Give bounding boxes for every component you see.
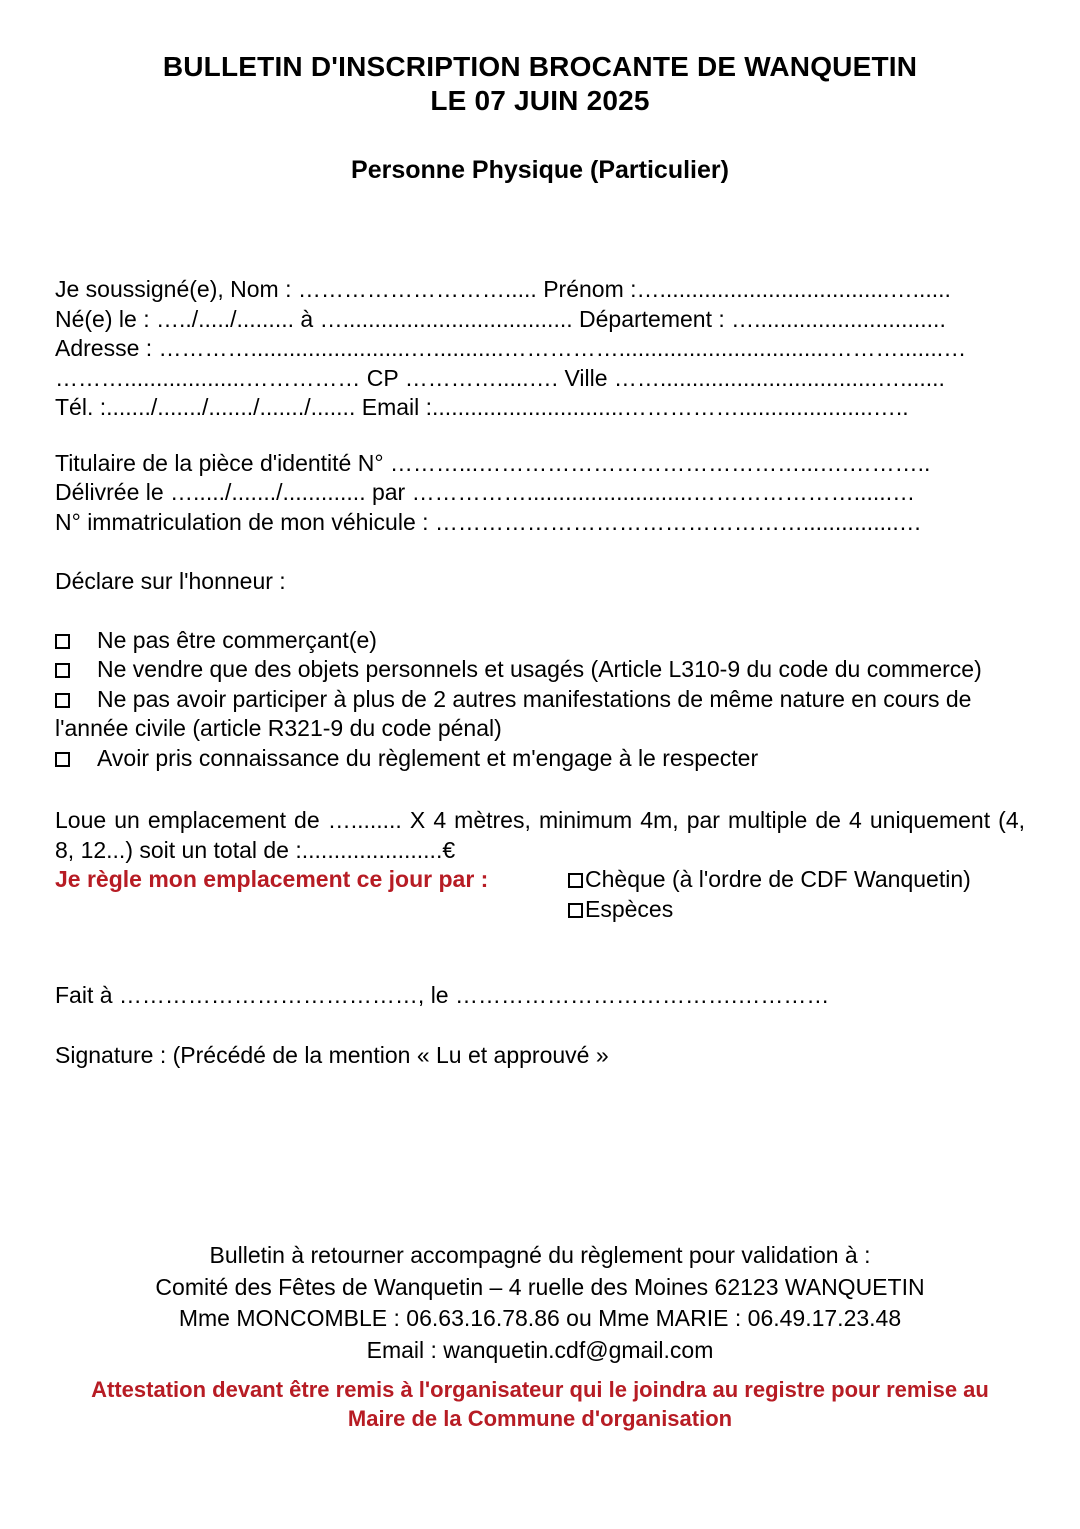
payment-section <box>55 865 1025 924</box>
declaration-item-label: Ne pas être commerçant(e) <box>97 626 377 653</box>
identity-section <box>55 275 1025 423</box>
declaration-item <box>55 626 1025 656</box>
declaration-intro: Déclare sur l'honneur : <box>55 568 286 594</box>
checkbox-not-merchant[interactable] <box>55 634 70 649</box>
footer-return-line: Bulletin à retourner accompagné du règlement pour validation à : <box>209 1242 871 1268</box>
checkbox-personal-items-only[interactable] <box>55 663 70 678</box>
title-line-2: LE 07 JUIN 2025 <box>430 85 650 116</box>
footer-email-line: Email : wanquetin.cdf@gmail.com <box>366 1336 714 1363</box>
declaration-item-label: Ne vendre que des objets personnels et usagés (Article L310-9 du code du commerce) <box>97 656 982 682</box>
document-title <box>55 50 1025 118</box>
attestation-notice: Attestation devant être remis à l'organisateur qui le joindra au registre pour remise au Maire de la Commune d'organisation <box>91 1377 989 1431</box>
footer-contacts-line: Mme MONCOMBLE : 06.63.16.78.86 ou Mme MARIE : 06.49.17.23.48 <box>178 1305 902 1331</box>
payment-label: Je règle mon emplacement ce jour par : <box>55 866 489 892</box>
id-number-line: Titulaire de la pièce d'identité N° ………...……………………………………...….……….. <box>55 449 931 476</box>
document-subtitle: Personne Physique (Particulier) <box>351 156 729 184</box>
cp-ville-line: ………...................…………… CP ………….....…. Ville ……..................................…....... <box>55 364 945 391</box>
payment-option-cheque <box>568 865 1025 895</box>
declaration-checklist <box>55 626 1025 774</box>
footer-committee-line: Comité des Fêtes de Wanquetin – 4 ruelle des Moines 62123 WANQUETIN <box>155 1273 925 1300</box>
payment-option-especes <box>568 895 1025 925</box>
phone-email-line: Tél. :......./......./......./......./....... Email :..............................…………….....................….. <box>55 394 909 420</box>
checkbox-rules-acknowledged[interactable] <box>55 752 70 767</box>
footer-section <box>55 1240 1025 1366</box>
done-at-line: Fait à …………………………………, le ……………………………….………… <box>55 982 830 1008</box>
declaration-item-label: Ne pas avoir participer à plus de 2 autres manifestations de même nature en cours de l'année civile (article R321-9 du code pénal) <box>55 685 972 741</box>
rental-paragraph: Loue un emplacement de …........ X 4 mètres, minimum 4m, par multiple de 4 uniquement (4, 8, 12...) soit un total de :......................€ <box>55 807 1025 863</box>
id-document-section <box>55 449 1025 538</box>
signature-line: Signature : (Précédé de la mention « Lu et approuvé » <box>55 1041 609 1068</box>
title-line-1: BULLETIN D'INSCRIPTION BROCANTE DE WANQUETIN <box>162 51 918 82</box>
checkbox-max-two-events[interactable] <box>55 693 70 708</box>
payment-options <box>568 865 1025 924</box>
checkbox-especes[interactable] <box>568 903 583 918</box>
declaration-item <box>55 655 1025 685</box>
vehicle-plate-line: N° immatriculation de mon véhicule : …………………………………………...............… <box>55 508 922 535</box>
id-issued-line: Délivrée le …...../......./............. par ……………..........................…………………......… <box>55 479 916 505</box>
name-prenom-line: Je soussigné(e), Nom : ………………………..... Prénom :…....................................…...... <box>55 276 951 302</box>
declaration-item <box>55 744 1025 774</box>
payment-option-label: Chèque (à l'ordre de CDF Wanquetin) <box>585 866 971 892</box>
declaration-item <box>55 685 1025 744</box>
declaration-item-label: Avoir pris connaissance du règlement et m'engage à le respecter <box>97 744 759 771</box>
address-line: Adresse : ………….........................…...........…………….................................……….......… <box>55 335 967 361</box>
payment-option-label: Espèces <box>585 895 674 922</box>
checkbox-cheque[interactable] <box>568 873 583 888</box>
birthdate-line: Né(e) le : …../...../......... à ….................................... Département : ….............................. <box>55 305 946 332</box>
